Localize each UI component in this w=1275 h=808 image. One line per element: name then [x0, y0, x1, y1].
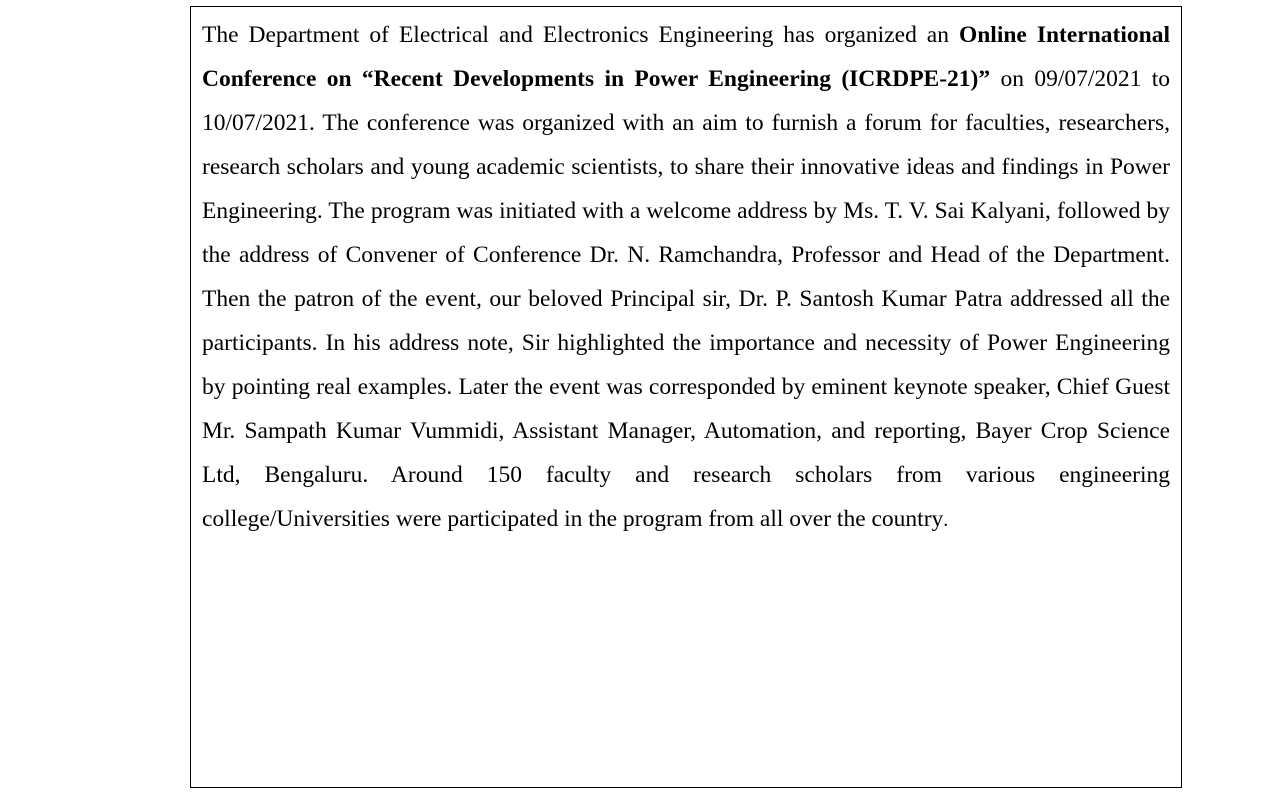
report-paragraph	[191, 7, 1181, 542]
body-text: on 09/07/2021 to 10/07/2021. The conference was organized with an aim to furnish a forum for faculties, researchers, research scholars and young academic scientists, to share their innovative ideas and findings in Power Engineering. The program was initiated with a welcome address by Ms. T. V. Sai Kalyani, followed by the address of Convener of Conference Dr. N. Ramchandra, Professor and Head of the Department. Then the patron of the event, our beloved Principal sir, Dr. P. Santosh Kumar Patra addressed all the participants. In his address note, Sir highlighted the importance and necessity of Power Engineering by pointing real examples. Later the event was corresponded by eminent keynote speaker, Chief Guest Mr. Sampath Kumar Vummidi, Assistant Manager, Automation, and reporting, Bayer Crop Science Ltd, Bengaluru. Around 150 faculty and research scholars from various engineering college/Universities were participated in the program from all over the country	[202, 66, 1170, 532]
paragraph-line	[202, 13, 1170, 542]
report-text-box	[190, 6, 1182, 788]
trailing-period: .	[943, 509, 949, 531]
conference-title: Online International Conference on “Recent Developments in Power Engineering (ICRDPE-21)”	[202, 22, 1171, 92]
intro-text: The Department of Electrical and Electronics Engineering has organized an	[202, 22, 959, 48]
